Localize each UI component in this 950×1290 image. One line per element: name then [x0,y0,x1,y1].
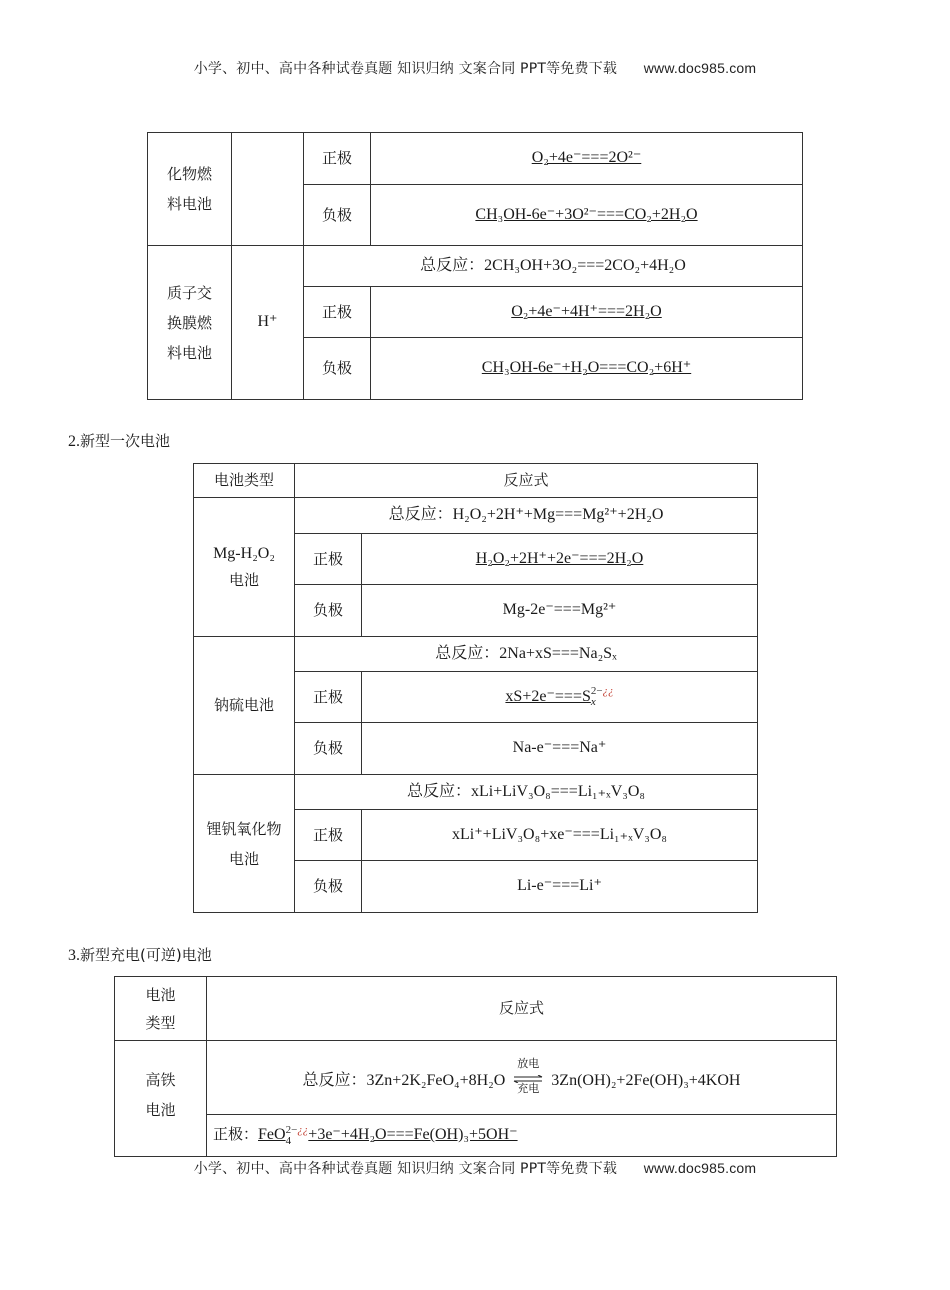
fe-pos-sup: 2− [285,1123,298,1136]
head-type: 电池类型 [194,464,295,498]
section-2-title: 新型一次电池 [80,432,171,450]
header-text: 小学、初中、高中各种试卷真题 知识归纳 文案合同 PPT等免费下载 [193,61,618,77]
na-pos-ion [591,686,614,708]
mg-name-2: 电池 [228,571,259,589]
na-pos-sup: 2− [590,685,603,698]
reversible-arrow-icon [511,1056,545,1095]
fe-pos-ion [286,1125,309,1147]
section-3-num: 3. [68,947,80,964]
na-neg: Na-e⁻===Na⁺ [362,723,758,775]
fe-pos-post: +3e⁻+4H₂O===Fe(OH)₃+5OH⁻ [308,1126,518,1144]
fe-total-left: 总反应：3Zn+2K₂FeO₄+8H₂O [302,1072,506,1090]
fe-pos [207,1115,837,1157]
eq-r1-negative: CH₃OH-6e⁻+3O²⁻===CO₂+2H₂O [371,185,803,246]
row2-name: 质子交换膜燃料电池 [166,283,212,362]
mg-pos: H₂O₂+2H⁺+2e⁻===2H₂O [362,534,758,585]
li-name-text: 锂钒氧化物电池 [206,819,282,868]
fe-pos-sub: 4 [285,1134,292,1147]
na-label-neg: 负极 [295,723,362,775]
section-3-title: 新型充电(可逆)电池 [80,946,212,964]
cell-ion-2: H⁺ [232,246,304,400]
fe-pos-main: FeO [258,1126,286,1144]
section-2-heading [68,430,170,451]
li-label-pos: 正极 [295,810,362,861]
arrow-top-label: 放电 [517,1056,540,1070]
na-total: 总反应：2Na+xS===Na₂Sₓ [295,637,758,672]
eq-r1-positive: O₂+4e⁻===2O²⁻ [371,133,803,185]
cell-type-name [148,133,232,246]
fe-total [207,1041,837,1115]
na-pos-main: xS+2e⁻===S [505,687,591,705]
section-2-num: 2. [68,433,80,450]
na-pos-sup-red: ¿¿ [602,685,614,698]
li-neg: Li-e⁻===Li⁺ [362,861,758,913]
label-negative-2: 负极 [304,338,371,400]
mg-name [194,498,295,637]
fe-total-right: 3Zn(OH)₂+2Fe(OH)₃+4KOH [551,1072,741,1090]
arrow-bottom-label: 充电 [517,1081,540,1095]
page-footer [0,1158,950,1178]
label-negative: 负极 [304,185,371,246]
head-type-3 [115,977,207,1041]
na-pos [362,672,758,723]
eq-r2-negative: CH₃OH-6e⁻+H₂O===CO₂+6H⁺ [371,338,803,400]
cell-ion [232,133,304,246]
li-pos: xLi⁺+LiV₃O₈+xe⁻===Li₁₊ₓV₃O₈ [362,810,758,861]
footer-text: 小学、初中、高中各种试卷真题 知识归纳 文案合同 PPT等免费下载 [193,1161,618,1177]
na-label-pos: 正极 [295,672,362,723]
na-name: 钠硫电池 [194,637,295,775]
fe-pos-sup-red: ¿¿ [297,1123,309,1136]
cell-type-name-2 [148,246,232,400]
eq-r2-total: 总反应：2CH₃OH+3O₂===2CO₂+4H₂O [304,246,803,287]
head-eq-3: 反应式 [207,977,837,1041]
head-type-3-text: 电池类型 [145,985,176,1032]
mg-neg: Mg-2e⁻===Mg²⁺ [362,585,758,637]
rechargeable-battery-table [114,976,837,1157]
section-3-heading [68,944,212,965]
eq-r2-positive: O₂+4e⁻+4H⁺===2H₂O [371,287,803,338]
li-name [194,775,295,913]
label-positive-2: 正极 [304,287,371,338]
row1-name: 化物燃料电池 [166,165,212,213]
mg-name-1: Mg-H₂O₂ [213,545,275,562]
mg-label-neg: 负极 [295,585,362,637]
header-site[interactable]: www.doc985.com [643,60,757,76]
na-pos-sub: x [590,696,596,709]
li-total: 总反应：xLi+LiV₃O₈===Li₁₊ₓV₃O₈ [295,775,758,810]
fuel-cell-table [147,132,803,400]
fe-pos-label: 正极： [213,1125,259,1144]
head-eq: 反应式 [295,464,758,498]
fe-name [115,1041,207,1157]
footer-site[interactable]: www.doc985.com [643,1160,757,1176]
primary-battery-table [193,463,758,913]
fe-name-text: 高铁电池 [145,1071,176,1119]
mg-label-pos: 正极 [295,534,362,585]
page-header [0,58,950,78]
mg-total: 总反应：H₂O₂+2H⁺+Mg===Mg²⁺+2H₂O [295,498,758,534]
label-positive: 正极 [304,133,371,185]
li-label-neg: 负极 [295,861,362,913]
